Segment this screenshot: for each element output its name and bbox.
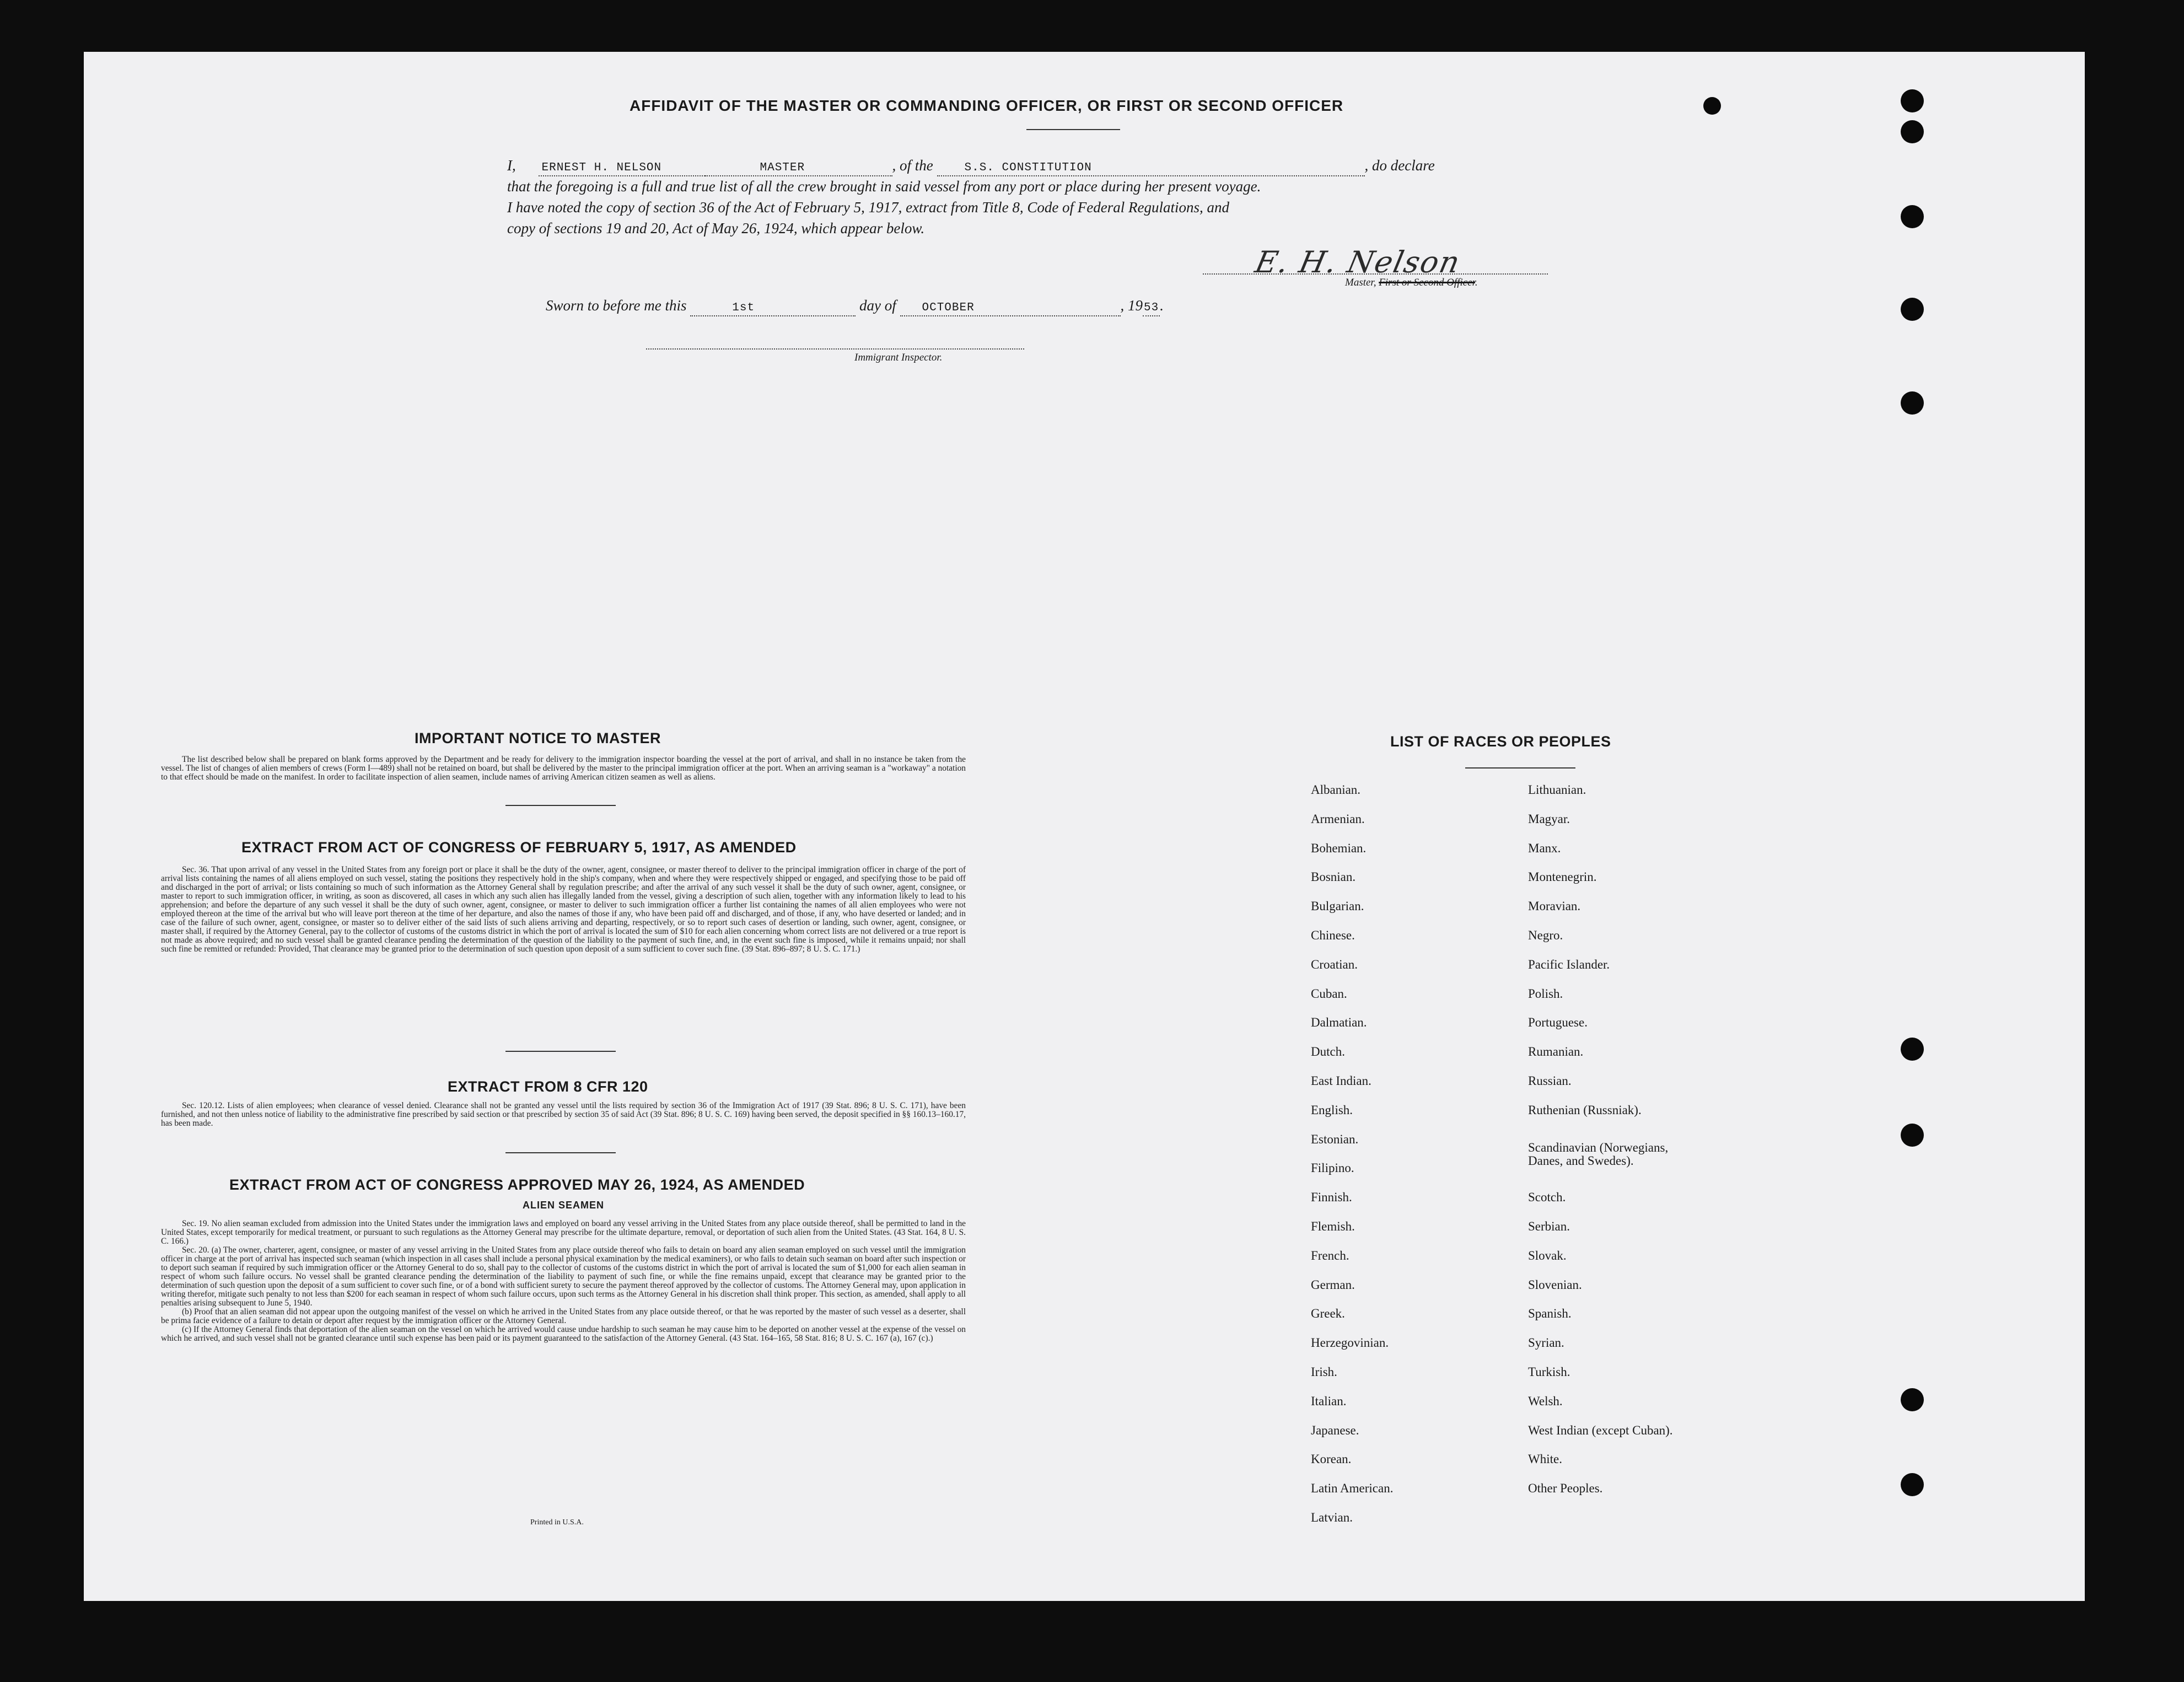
sworn-line	[546, 295, 1164, 316]
alien-seamen-subheading: ALIEN SEAMEN	[522, 1200, 604, 1211]
race-item: Scotch.	[1528, 1190, 1566, 1204]
race-item: Armenian.	[1311, 812, 1365, 826]
punch-hole-icon	[1901, 391, 1924, 415]
section-20b-paragraph: (b) Proof that an alien seaman did not appear upon the outgoing manifest of the vessel on which he arrived in the United States from any place outside thereof, or that he was reported by the master of such vessel as a deserter, shall be prima facie evidence of a failure to detain or deport after request by the immigration officer or the Attorney General.	[161, 1307, 966, 1325]
inspector-caption: Immigrant Inspector.	[854, 352, 943, 363]
race-item: Other Peoples.	[1528, 1481, 1603, 1495]
race-item: Filipino.	[1311, 1161, 1354, 1175]
sworn-month-field: OCTOBER	[900, 301, 1121, 316]
sworn-year-field: 53	[1143, 301, 1160, 316]
section-rule	[505, 1152, 616, 1153]
race-item: Croatian.	[1311, 958, 1358, 971]
signature-caption-master: Master,	[1345, 277, 1379, 288]
sworn-day-of: day of	[859, 297, 896, 314]
declaration-pronoun: I,	[507, 157, 516, 174]
race-item: Lithuanian.	[1528, 783, 1586, 797]
race-item: East Indian.	[1311, 1074, 1371, 1088]
cfr-heading: EXTRACT FROM 8 CFR 120	[448, 1078, 648, 1095]
race-item: Montenegrin.	[1528, 870, 1597, 884]
section-20a-paragraph: Sec. 20. (a) The owner, charterer, agent, consignee, or master of any vessel arriving in the United States from any place outside thereof who fails to detain on board any alien seaman employed on such vessel until the immigration officer in charge at the port of arrival has inspected such seaman (which inspection in all cases shall include a personal physical examination by the medical examiners), or who fails to detain such seaman on board after such inspection or to deport such seaman if required by such immigration officer or the Attorney General to do so, shall pay to the collector of customs of the customs district in which the port of arrival is located the sum of $1,000 for each alien seaman in respect of whom such failure occurs. No vessel shall be granted clearance pending the determination of the liability to payment of such fine, or while the fine remains unpaid, except that clearance may be granted prior to the determination of such question upon the deposit of a sum sufficient to cover such fine, or of a bond with sufficient surety to secure the payment thereof approved by the collector of customs. The Attorney General may, upon application in writing therefor, mitigate such penalty to not less than $200 for each seaman in respect of whom such failure occurs, upon such terms as the Attorney General in his discretion shall think proper. This section, as amended, shall apply to all penalties arising subsequent to June 5, 1940.	[161, 1245, 966, 1308]
race-item: Negro.	[1528, 928, 1563, 942]
declaration-line-3: I have noted the copy of section 36 of the Act of February 5, 1917, extract from Title 8, Code of Federal Regulations, and	[507, 199, 1230, 216]
races-heading-rule	[1465, 767, 1575, 769]
punch-hole-icon	[1703, 97, 1721, 115]
declaration-line-1	[507, 155, 1435, 176]
declaration-line-2: that the foregoing is a full and true list of all the crew brought in said vessel from any port or place during her present voyage.	[507, 178, 1261, 195]
section-36-paragraph: Sec. 36. That upon arrival of any vessel in the United States from any foreign port or place it shall be the duty of the owner, agent, consignee, or master thereof to deliver to the principal immigration officer in charge of the port of arrival lists containing the names of all aliens employed on such vessel, stating the positions they respectively hold in the ship's company, when and where they were respectively shipped or engaged, and specifying those to be paid off and discharged in the port of arrival; or lists containing so much of such information as the Attorney General shall by regulation prescribe; and after the arrival of any such vessel it shall be the duty of such owner, agent, consignee, or master to report to such immigration officer, in writing, as soon as discovered, all cases in which any such alien has illegally landed from the vessel, giving a description of such alien, together with any information likely to lead to his apprehension; and before the departure of any such vessel it shall be the duty of such owner, agent, consignee, or master to deliver to such immigration officer a further list containing the names of all alien employees who were not employed thereon at the time of the arrival but who will leave port thereon at the time of her departure, and also the names of those if any, who have been paid off and discharged, and of those, if any, who have deserted or landed; and in case of the failure of such owner, agent, consignee, or master so to deliver either of the said lists of such aliens arriving and departing, respectively, or so to report such cases of desertion or landing, such owner, agent, consignee, or master shall, if required by the Attorney General, pay to the collector of customs of the customs district in which the port of arrival is located the sum of $10 for each alien concerning whom correct lists are not delivered or a true report is not made as above required; and no such vessel shall be granted clearance pending the determination of the question of the liability to the payment of such fine, and, in the event such fine is imposed, while it remains unpaid; nor shall such fine be remitted or refunded: Provided, That clearance may be granted prior to the determination of such question upon deposit of a sum sufficient to cover such fine. (39 Stat. 896–897; 8 U. S. C. 171.)	[161, 865, 966, 954]
races-heading: LIST OF RACES OR PEOPLES	[1390, 733, 1611, 750]
punch-hole-icon	[1901, 120, 1924, 143]
race-item: Flemish.	[1311, 1219, 1355, 1233]
race-item: Pacific Islander.	[1528, 958, 1610, 971]
race-item: Albanian.	[1311, 783, 1361, 797]
signature-caption	[1345, 277, 1478, 289]
document-sheet	[84, 52, 2085, 1601]
inspector-signature-line	[646, 348, 1024, 350]
race-item: Estonian.	[1311, 1132, 1359, 1146]
section-19-paragraph: Sec. 19. No alien seaman excluded from admission into the United States under the immigration laws and employed on board any vessel arriving in the United States from any place outside thereof, shall be permitted to land in the United States, except temporarily for medical treatment, or pursuant to such regulations as the Attorney General may prescribe for the ultimate departure, removal, or deportation of such alien from the United States. (43 Stat. 164, 8 U. S. C. 166.)	[161, 1219, 966, 1246]
race-item: Slovenian.	[1528, 1278, 1582, 1292]
cfr-text	[161, 1101, 966, 1128]
extract-1917-text	[161, 866, 966, 954]
notice-heading: IMPORTANT NOTICE TO MASTER	[415, 730, 661, 746]
race-item: Serbian.	[1528, 1219, 1570, 1233]
race-item: Polish.	[1528, 987, 1563, 1001]
punch-hole-icon	[1901, 205, 1924, 228]
master-name-field: ERNEST H. NELSON	[539, 161, 705, 176]
race-item: Welsh.	[1528, 1394, 1563, 1408]
race-item: Korean.	[1311, 1452, 1352, 1466]
punch-hole-icon	[1901, 89, 1924, 112]
race-item: Manx.	[1528, 841, 1561, 855]
signature-caption-end: .	[1475, 277, 1478, 288]
race-item: West Indian (except Cuban).	[1528, 1423, 1673, 1437]
extract-1917-heading: EXTRACT FROM ACT OF CONGRESS OF FEBRUARY 5, 1917, AS AMENDED	[241, 839, 797, 856]
race-item: French.	[1311, 1249, 1349, 1262]
race-item: Portuguese.	[1528, 1015, 1588, 1029]
race-item: Herzegovinian.	[1311, 1336, 1389, 1350]
race-item: German.	[1311, 1278, 1355, 1292]
sworn-year-suffix: .	[1160, 297, 1164, 314]
race-item: Russian.	[1528, 1074, 1572, 1088]
do-declare-label: , do declare	[1364, 157, 1435, 174]
race-item: Dutch.	[1311, 1045, 1345, 1058]
title-rule	[1026, 129, 1120, 130]
signature-line	[1203, 273, 1548, 275]
extract-1924-text	[161, 1219, 966, 1343]
race-item: Greek.	[1311, 1307, 1345, 1320]
race-item: Cuban.	[1311, 987, 1347, 1001]
notice-text	[161, 755, 966, 782]
race-item: Irish.	[1311, 1365, 1337, 1379]
race-item: Latin American.	[1311, 1481, 1394, 1495]
sworn-day-field: 1st	[690, 301, 856, 316]
section-rule	[505, 1051, 616, 1052]
race-item: Scandinavian (Norwegians, Danes, and Swedes).	[1528, 1141, 1669, 1168]
race-item: Magyar.	[1528, 812, 1570, 826]
notice-paragraph: The list described below shall be prepared on blank forms approved by the Department and be ready for delivery to the immigration inspector boarding the vessel at the port of arrival, and shall in no instance be taken from the vessel. The list of changes of alien members of crews (Form I—489) shall not be retained on board, but shall be delivered by the master to the principal immigration officer at the port. When an arriving seaman is a "workaway" a notation to that effect should be made on the manifest. In order to facilitate inspection of alien seamen, include names of arriving American citizen seamen as well as aliens.	[161, 755, 966, 782]
race-item: Bulgarian.	[1311, 899, 1364, 913]
affidavit-title: AFFIDAVIT OF THE MASTER OR COMMANDING OFFICER, OR FIRST OR SECOND OFFICER	[630, 97, 1344, 114]
punch-hole-icon	[1901, 1038, 1924, 1061]
section-20c-paragraph: (c) If the Attorney General finds that deportation of the alien seaman on the vessel on which he arrived would cause undue hardship to such seaman he may cause him to be deported on another vessel at the expense of the vessel on which he arrived, and such vessel shall not be granted clearance until such expense has been paid or its payment guaranteed to the satisfaction of the Attorney General. (43 Stat. 164–165, 58 Stat. 816; 8 U. S. C. 167 (a), 167 (c).)	[161, 1325, 966, 1343]
vessel-field: S.S. CONSTITUTION	[937, 161, 1365, 176]
sworn-prefix: Sworn to before me this	[546, 297, 687, 314]
race-item: Italian.	[1311, 1394, 1347, 1408]
cfr-paragraph: Sec. 120.12. Lists of alien employees; when clearance of vessel denied. Clearance shall not be granted any vessel until the lists required by section 36 of the Immigration Act of 1917 (39 Stat. 896; 8 U. S. C. 171), have been furnished, and not then unless notice of liability to the administrative fine prescribed by said section or that prescribed by section 35 of said Act (39 Stat. 896; 8 U. S. C. 169) having been served, the deposit specified in §§ 160.13–160.17, has been made.	[161, 1101, 966, 1128]
race-item: Spanish.	[1528, 1307, 1572, 1320]
race-item: Ruthenian (Russniak).	[1528, 1103, 1642, 1117]
race-item: Bosnian.	[1311, 870, 1356, 884]
race-item: Finnish.	[1311, 1190, 1352, 1204]
race-item: Latvian.	[1311, 1511, 1353, 1524]
punch-hole-icon	[1901, 1124, 1924, 1147]
race-item: Bohemian.	[1311, 841, 1367, 855]
sworn-year-prefix: , 19	[1120, 297, 1143, 314]
race-item: English.	[1311, 1103, 1353, 1117]
extract-1924-heading: EXTRACT FROM ACT OF CONGRESS APPROVED MAY 26, 1924, AS AMENDED	[229, 1176, 805, 1193]
rank-field: MASTER	[705, 161, 892, 176]
punch-hole-icon	[1901, 1473, 1924, 1496]
race-item: Syrian.	[1528, 1336, 1564, 1350]
section-rule	[505, 805, 616, 806]
race-item: Rumanian.	[1528, 1045, 1584, 1058]
race-item: Moravian.	[1528, 899, 1581, 913]
race-item: Chinese.	[1311, 928, 1355, 942]
race-item: Japanese.	[1311, 1423, 1359, 1437]
master-signature: E. H. Nelson	[1252, 245, 1464, 280]
punch-hole-icon	[1901, 1388, 1924, 1411]
race-item: Turkish.	[1528, 1365, 1570, 1379]
punch-hole-icon	[1901, 298, 1924, 321]
printed-in-usa: Printed in U.S.A.	[530, 1518, 584, 1527]
signature-caption-struck: First or Second Officer	[1379, 277, 1475, 288]
declaration-line-4: copy of sections 19 and 20, Act of May 26, 1924, which appear below.	[507, 220, 925, 237]
race-item: Slovak.	[1528, 1249, 1567, 1262]
race-item: White.	[1528, 1452, 1562, 1466]
race-item: Dalmatian.	[1311, 1015, 1367, 1029]
of-the-label: , of the	[892, 157, 933, 174]
